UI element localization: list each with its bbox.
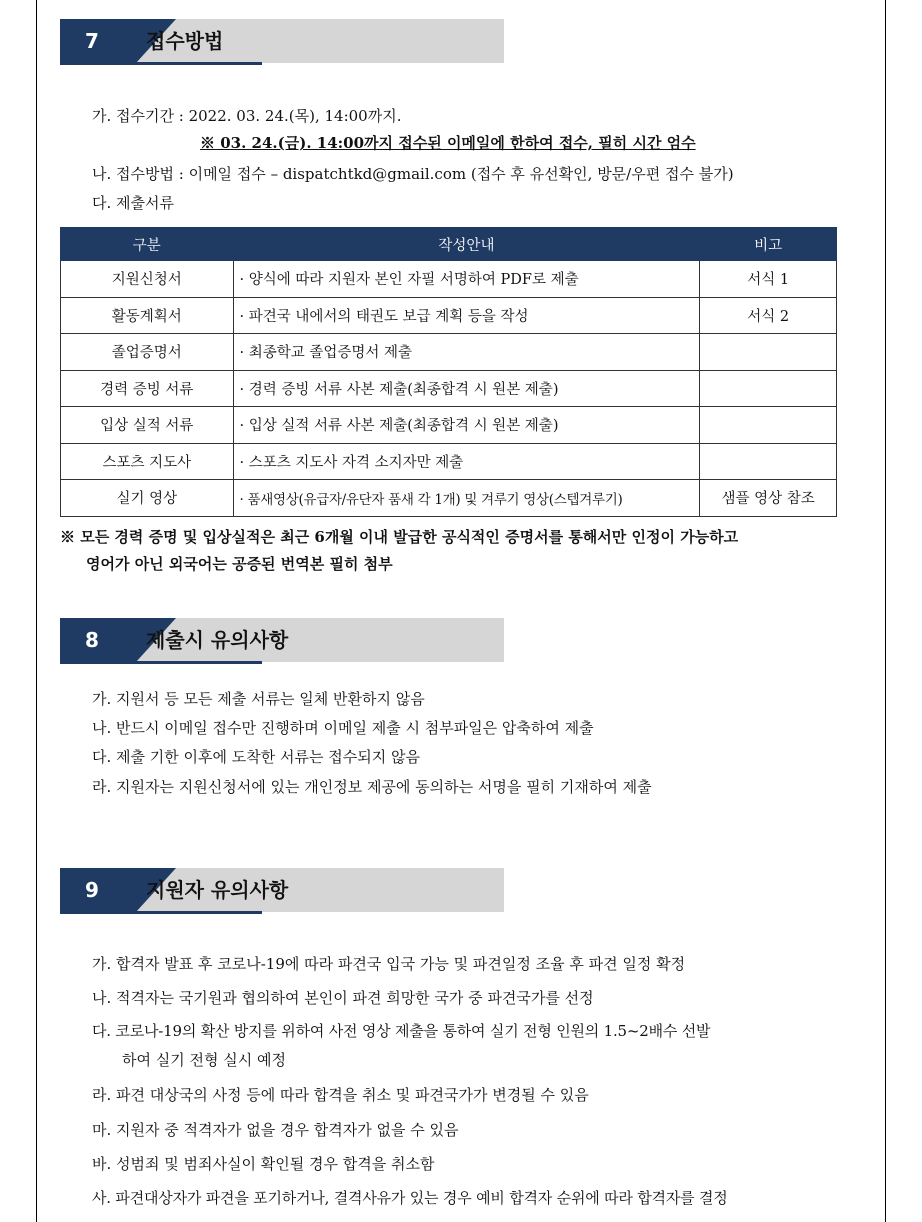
header-guide: 작성안내 xyxy=(233,228,700,261)
section-underline xyxy=(60,62,262,65)
list-item: 다. 제출 기한 이후에 도착한 서류는 접수되지 않음 xyxy=(92,748,420,766)
section-title: 지원자 유의사항 xyxy=(146,878,289,902)
row-remark: 서식 2 xyxy=(700,297,837,334)
list-item: 라. 지원자는 지원신청서에 있는 개인정보 제공에 동의하는 서명을 필히 기재하여 제출 xyxy=(92,778,652,796)
section-9-header xyxy=(60,868,504,914)
row-remark: 샘플 영상 참조 xyxy=(700,480,837,517)
table-row xyxy=(61,370,837,407)
list-item-continued: 하여 실기 전형 실시 예정 xyxy=(122,1051,286,1069)
section-title: 제출시 유의사항 xyxy=(146,628,289,652)
row-remark: 서식 1 xyxy=(700,261,837,298)
row-remark xyxy=(700,334,837,371)
period-line: 가. 접수기간 : 2022. 03. 24.(목), 14:00까지. xyxy=(92,107,402,125)
section-7-header xyxy=(60,19,504,65)
table-row xyxy=(61,297,837,334)
row-guide: · 스포츠 지도사 자격 소지자만 제출 xyxy=(233,443,700,480)
table-row xyxy=(61,480,837,517)
list-item: 가. 합격자 발표 후 코로나-19에 따라 파견국 입국 가능 및 파견일정 조율 후 파견 일정 확정 xyxy=(92,955,686,973)
row-category: 경력 증빙 서류 xyxy=(61,370,234,407)
section-title: 접수방법 xyxy=(146,29,224,53)
row-category: 졸업증명서 xyxy=(61,334,234,371)
row-guide: · 경력 증빙 서류 사본 제출(최종합격 시 원본 제출) xyxy=(233,370,700,407)
list-item: 나. 반드시 이메일 접수만 진행하며 이메일 제출 시 첨부파일은 압축하여 제출 xyxy=(92,719,594,737)
section-number: 7 xyxy=(60,19,136,63)
list-item: 바. 성범죄 및 범죄사실이 확인될 경우 합격을 취소함 xyxy=(92,1155,435,1173)
row-remark xyxy=(700,443,837,480)
deadline-notice: ※ 03. 24.(금). 14:00까지 접수된 이메일에 한하여 접수, 필히 시간 엄수 xyxy=(200,134,696,152)
list-item: 나. 적격자는 국기원과 협의하여 본인이 파견 희망한 국가 중 파견국가를 선정 xyxy=(92,989,594,1007)
row-guide: · 파견국 내에서의 태권도 보급 계획 등을 작성 xyxy=(233,297,700,334)
table-row xyxy=(61,443,837,480)
section-number: 9 xyxy=(60,868,136,912)
row-guide: · 품새영상(유급자/유단자 품새 각 1개) 및 겨루기 영상(스텝겨루기) xyxy=(233,480,700,517)
table-header-row xyxy=(61,228,837,261)
row-guide: · 양식에 따라 지원자 본인 자필 서명하여 PDF로 제출 xyxy=(233,261,700,298)
row-guide: · 최종학교 졸업증명서 제출 xyxy=(233,334,700,371)
row-remark xyxy=(700,370,837,407)
certificate-note-line2: 영어가 아닌 외국어는 공증된 번역본 필히 첨부 xyxy=(86,555,393,573)
certificate-note-line1: ※ 모든 경력 증명 및 입상실적은 최근 6개월 이내 발급한 공식적인 증명서를 통해서만 인정이 가능하고 xyxy=(60,528,739,546)
row-category: 입상 실적 서류 xyxy=(61,407,234,444)
section-8-header xyxy=(60,618,504,664)
row-remark xyxy=(700,407,837,444)
row-category: 활동계획서 xyxy=(61,297,234,334)
row-category: 실기 영상 xyxy=(61,480,234,517)
list-item: 다. 코로나-19의 확산 방지를 위하여 사전 영상 제출을 통하여 실기 전형 인원의 1.5~2배수 선발 xyxy=(92,1022,711,1040)
header-category: 구분 xyxy=(61,228,234,261)
list-item: 마. 지원자 중 적격자가 없을 경우 합격자가 없을 수 있음 xyxy=(92,1121,459,1139)
row-category: 지원신청서 xyxy=(61,261,234,298)
table-row xyxy=(61,407,837,444)
table-row xyxy=(61,261,837,298)
section-underline xyxy=(60,911,262,914)
row-guide: · 입상 실적 서류 사본 제출(최종합격 시 원본 제출) xyxy=(233,407,700,444)
header-remark: 비고 xyxy=(700,228,837,261)
table-row xyxy=(61,334,837,371)
list-item: 사. 파견대상자가 파견을 포기하거나, 결격사유가 있는 경우 예비 합격자 순위에 따라 합격자를 결정 xyxy=(92,1189,728,1207)
documents-table xyxy=(60,227,837,517)
docs-line: 다. 제출서류 xyxy=(92,194,174,212)
section-underline xyxy=(60,661,262,664)
row-category: 스포츠 지도사 xyxy=(61,443,234,480)
method-line: 나. 접수방법 : 이메일 접수 – dispatchtkd@gmail.com (접수 후 유선확인, 방문/우편 접수 불가) xyxy=(92,165,734,183)
list-item: 가. 지원서 등 모든 제출 서류는 일체 반환하지 않음 xyxy=(92,690,425,708)
list-item: 라. 파견 대상국의 사정 등에 따라 합격을 취소 및 파견국가가 변경될 수 있음 xyxy=(92,1086,589,1104)
section-number: 8 xyxy=(60,618,136,662)
